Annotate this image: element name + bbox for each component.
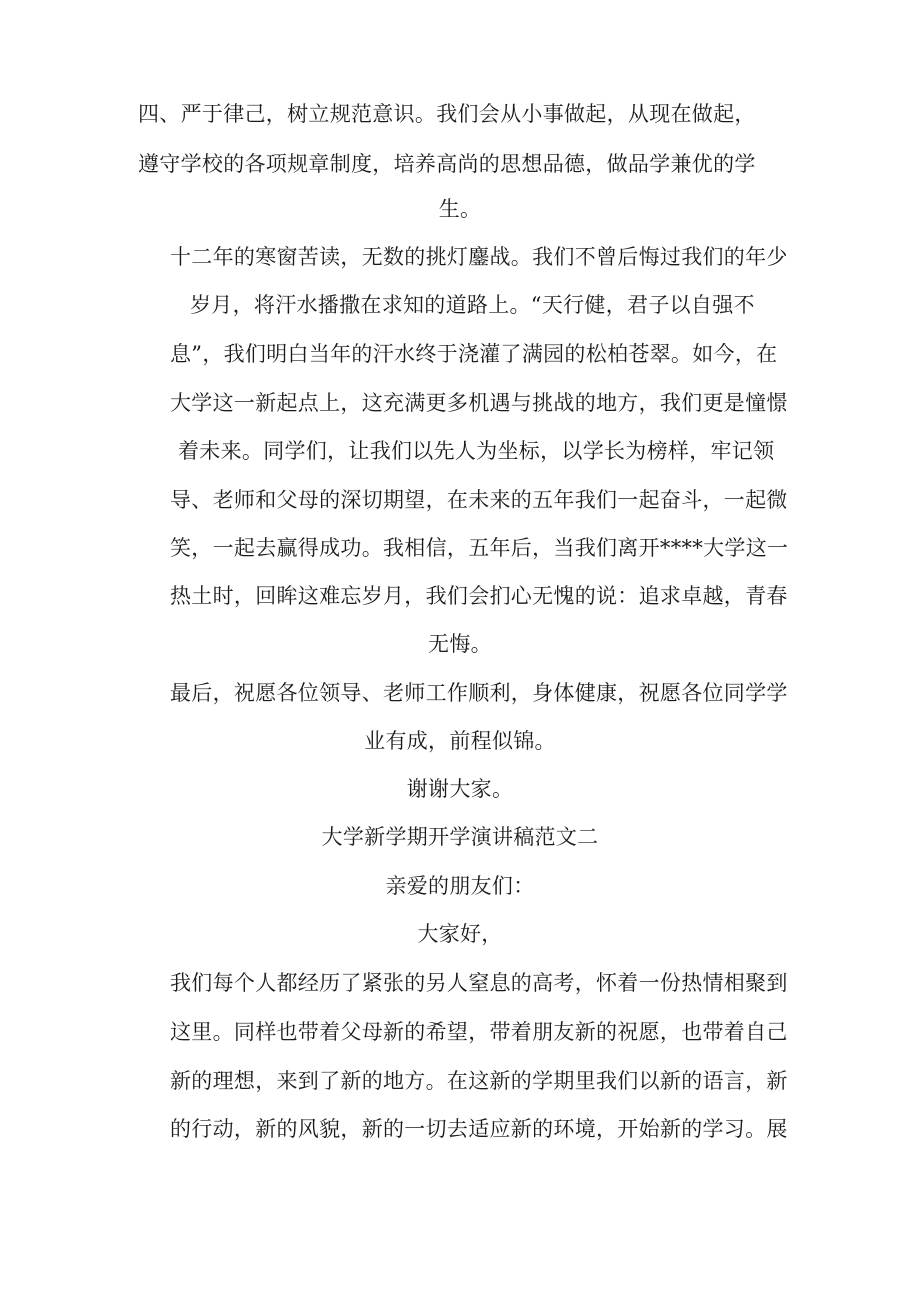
paragraph-line: 我们每个人都经历了紧张的另人窒息的高考，怀着一份热情相聚到 <box>170 971 788 995</box>
paragraph-line: 最后，祝愿各位领导、老师工作顺利，身体健康，祝愿各位同学学 <box>170 681 788 705</box>
paragraph-line: 四、严于律己，树立规范意识。我们会从小事做起，从现在做起， <box>138 102 756 126</box>
paragraph-line: 生。 <box>438 197 482 221</box>
paragraph-line: 这里。同样也带着父母新的希望，带着朋友新的祝愿，也带着自己 <box>170 1020 788 1044</box>
paragraph-line: 导、老师和父母的深切期望，在未来的五年我们一起奋斗，一起微 <box>170 488 788 512</box>
paragraph-line: 新的理想，来到了新的地方。在这新的学期里我们以新的语言，新 <box>170 1069 788 1093</box>
greeting: 大家好， <box>417 922 503 946</box>
salutation: 亲爱的朋友们： <box>385 874 535 898</box>
section-title: 大学新学期开学演讲稿范文二 <box>321 825 599 849</box>
paragraph-line: 热土时，回眸这难忘岁月，我们会扪心无愧的说：追求卓越，青春 <box>170 584 788 608</box>
closing-line: 谢谢大家。 <box>406 777 514 801</box>
paragraph-line: 十二年的寒窗苦读，无数的挑灯鏖战。我们不曾后悔过我们的年少 <box>170 245 788 269</box>
paragraph-line: 大学这一新起点上，这充满更多机遇与挑战的地方，我们更是憧憬 <box>170 391 788 415</box>
paragraph-line: 着未来。同学们，让我们以先人为坐标，以学长为榜样，牢记领 <box>178 439 775 463</box>
paragraph-line: 岁月，将汗水播撒在求知的道路上。“天行健，君子以自强不 <box>190 293 755 317</box>
paragraph-line: 业有成，前程似锦。 <box>364 729 556 753</box>
paragraph-line: 笑，一起去赢得成功。我相信，五年后，当我们离开****大学这一 <box>170 536 789 560</box>
paragraph-line: 无悔。 <box>428 632 492 656</box>
paragraph-line: 遵守学校的各项规章制度，培养高尚的思想品德，做品学兼优的学 <box>138 152 756 176</box>
paragraph-line: 的行动，新的风貌，新的一切去适应新的环境，开始新的学习。展 <box>170 1117 788 1141</box>
paragraph-line: 息”，我们明白当年的汗水终于浇灌了满园的松柏苍翠。如今，在 <box>170 342 778 366</box>
